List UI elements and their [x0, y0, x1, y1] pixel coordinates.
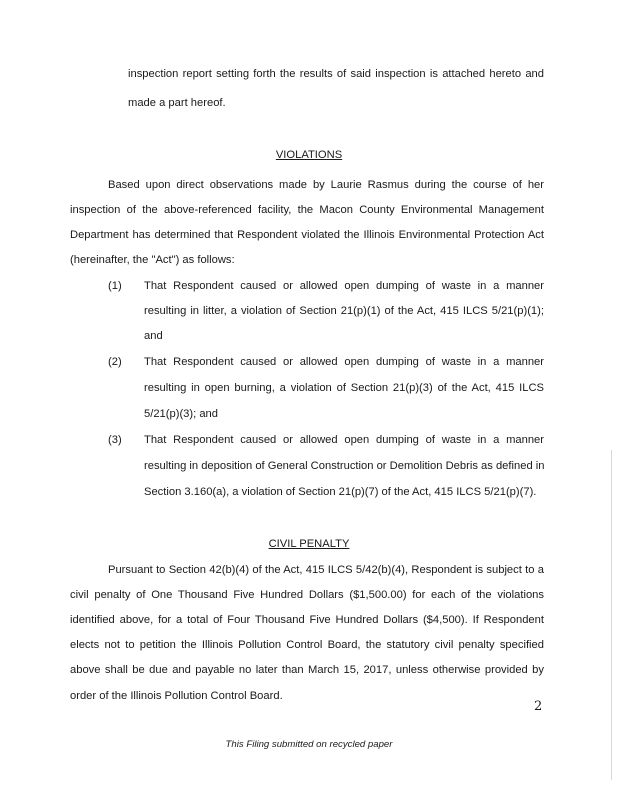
civil-penalty-line-3: identified above, for a total of Four Thousand Five Hundred Dollars ($4,500). If Respondent [70, 614, 544, 626]
violation-item-3-number: (3) [108, 434, 122, 446]
violation-item-2-line-3: 5/21(p)(3); and [144, 408, 219, 420]
violations-intro-line-1: Based upon direct observations made by Laurie Rasmus during the course of her [108, 179, 544, 191]
civil-penalty-line-1: Pursuant to Section 42(b)(4) of the Act, 415 ILCS 5/42(b)(4), Respondent is subject to a [108, 564, 544, 576]
violation-item-3-line-3: Section 3.160(a), a violation of Section 21(p)(7) of the Act, 415 ILCS 5/21(p)(7). [144, 486, 537, 498]
violations-intro-line-3: Department has determined that Respondent violated the Illinois Environmental Protection Act [70, 229, 544, 241]
violations-intro-line-4: (hereinafter, the "Act") as follows: [70, 254, 235, 266]
violation-item-1-line-1: That Respondent caused or allowed open dumping of waste in a manner [144, 280, 544, 292]
violations-heading: VIOLATIONS [275, 149, 343, 161]
intro-line-2: made a part hereof. [128, 97, 226, 109]
civil-penalty-line-2: civil penalty of One Thousand Five Hundred Dollars ($1,500.00) for each of the violations [70, 589, 544, 601]
violation-item-1-number: (1) [108, 280, 122, 292]
violations-intro-line-2: inspection of the above-referenced facility, the Macon County Environmental Management [70, 204, 544, 216]
intro-line-1: inspection report setting forth the results of said inspection is attached hereto and [128, 68, 544, 80]
civil-penalty-heading: CIVIL PENALTY [268, 538, 350, 550]
page-number: 2 [534, 699, 543, 714]
violation-item-3-line-1: That Respondent caused or allowed open dumping of waste in a manner [144, 434, 544, 446]
footer-note: This Filing submitted on recycled paper [225, 739, 393, 750]
civil-penalty-line-4: elects not to petition the Illinois Pollution Control Board, the statutory civil penalty specified [70, 639, 544, 651]
civil-penalty-line-5: above shall be due and payable no later than March 15, 2017, unless otherwise provided by [70, 664, 544, 676]
violation-item-3-line-2: resulting in deposition of General Construction or Demolition Debris as defined in [144, 460, 545, 472]
civil-penalty-line-6: order of the Illinois Pollution Control Board. [70, 690, 283, 702]
violation-item-1-line-3: and [144, 330, 163, 342]
violation-item-2-number: (2) [108, 356, 122, 368]
violation-item-2-line-1: That Respondent caused or allowed open dumping of waste in a manner [144, 356, 544, 368]
page-edge-shadow [611, 450, 612, 780]
violation-item-2-line-2: resulting in open burning, a violation of Section 21(p)(3) of the Act, 415 ILCS [144, 382, 544, 394]
violation-item-1-line-2: resulting in litter, a violation of Section 21(p)(1) of the Act, 415 ILCS 5/21(p)(1); [144, 305, 544, 317]
